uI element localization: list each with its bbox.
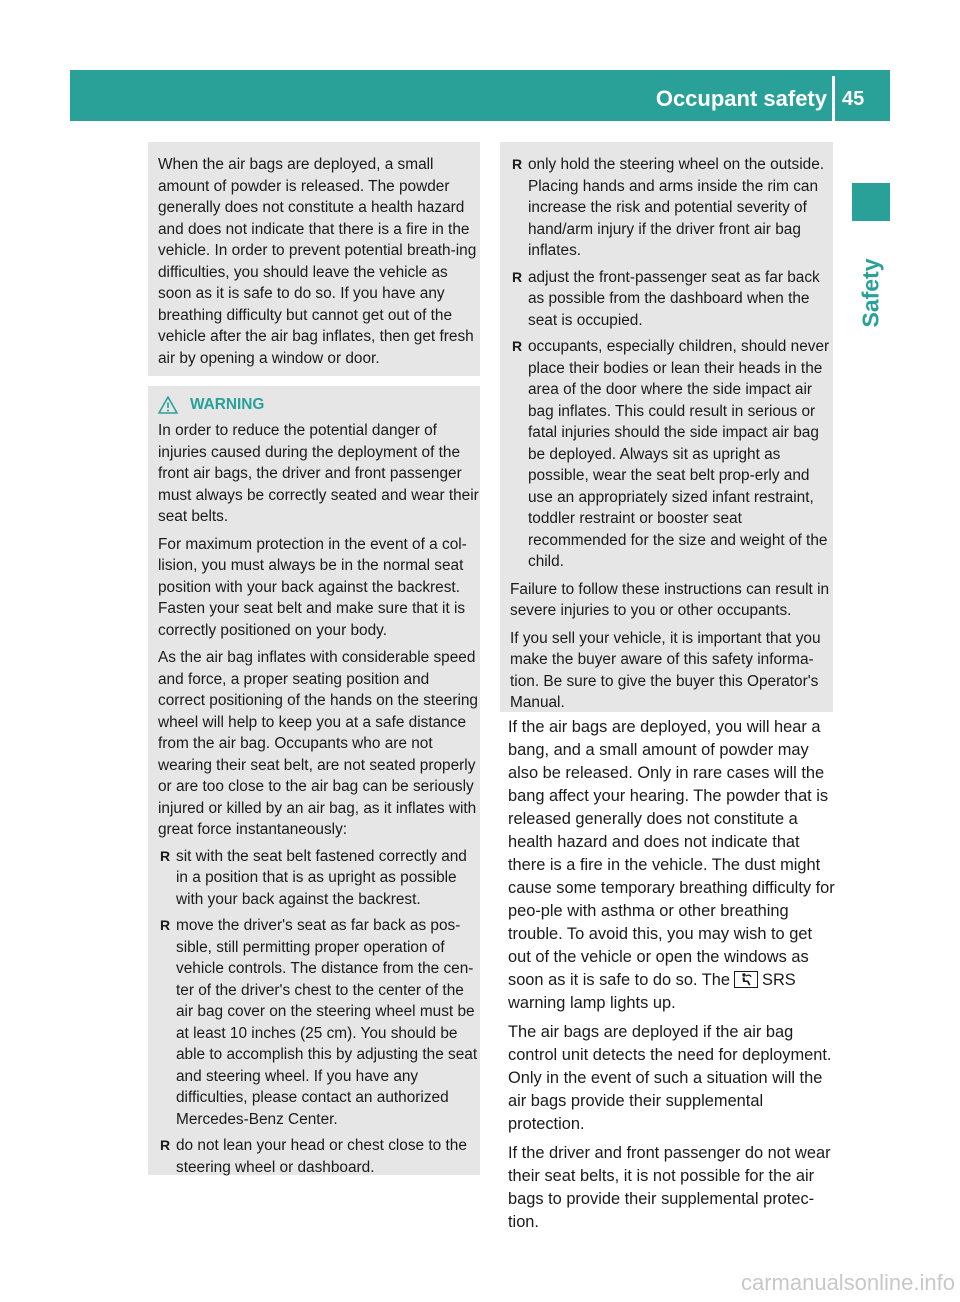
body-paragraph: [508, 716, 836, 1015]
warning-box: [148, 386, 480, 1175]
warning-title: WARNING: [190, 396, 265, 413]
list-item-text: only hold the steering wheel on the outside. Placing hands and arms inside the rim can increase the risk and potential severity of hand/arm injury if the driver front air bag inflates.: [528, 156, 825, 259]
warning-continued-box: [500, 142, 833, 712]
list-item-text: occupants, especially children, should never place their bodies or lean their heads in the area of the door where the side impact air bag inflates. This could result in serious or fatal injuries should the side impact air bag be deployed. Always sit as upright as possible, wear the seat belt prop-erly and use an appropriately sized infant restraint, toddler restraint or booster seat recommended for the size and weight of the child.: [528, 338, 830, 570]
page-section-title: Occupant safety: [655, 86, 827, 111]
list-item: [510, 336, 833, 573]
bullet-marker: R: [512, 268, 523, 285]
list-item-text: do not lean your head or chest close to the steering wheel or dashboard.: [176, 1137, 467, 1176]
body-paragraph: If the driver and front passenger do not wear their seat belts, it is not possible for the air bags to provide their supplemental protec-tion.: [508, 1144, 831, 1231]
warning-triangle-icon: [158, 396, 178, 414]
warning-paragraph: As the air bag inflates with considerable speed and force, a proper seating position and correct positioning of the hands on the steering wheel will help to keep you at a safe distance from the air bag. Occupants who are not wearing their seat belt, are not seated properly or are too close to the air bag can be seriously injured or killed by an air bag, as it inflates with great force instantaneously:: [158, 649, 478, 838]
list-item: [158, 915, 480, 1130]
warning-paragraph: For maximum protection in the event of a col-lision, you must always be in the normal seat position with your back against the backrest. Fasten your seat belt and make sure that it is correctly positioned on your body.: [158, 535, 467, 639]
warning-paragraph: In order to reduce the potential danger of injuries caused during the deployment of the front air bags, the driver and front passenger must always be correctly seated and wear their seat belts.: [158, 422, 479, 525]
body-paragraph: The air bags are deployed if the air bag control unit detects the need for deployment. Only in the event of such a situation will the air bags provide their supplemental protection.: [508, 1023, 832, 1133]
list-item-text: adjust the front-passenger seat as far back as possible from the dashboard when the seat is occupied.: [528, 268, 820, 329]
list-item-text: sit with the seat belt fastened correctly and in a position that is as upright as possible with your back against the backrest.: [176, 847, 467, 908]
continued-bullet-list: [510, 154, 833, 573]
bullet-marker: R: [512, 156, 523, 172]
list-item-text: move the driver's seat as far back as pos-sible, still permitting proper operation of vehicle controls. The distance from the cen-ter of the driver's chest to the center of the air bag cover on the steering wheel must be at least 10 inches (25 cm). You should be able to accomplish this by adjusting the seat and steering wheel. If you have any difficulties, please contact an authorized Mercedes-Benz Center.: [176, 917, 478, 1128]
continued-paragraph: Failure to follow these instructions can result in severe injuries to you or other occupants.: [510, 580, 830, 619]
note-text: When the air bags are deployed, a small amount of powder is released. The powder generally does not constitute a health hazard and does not indicate that there is a fire in the vehicle. In order to prevent potential breath-ing difficulties, you should leave the vehicle as soon as it is safe to do so. If you have any breathing difficulty but cannot get out of the vehicle after the air bag inflates, then get fresh air by opening a window or door.: [158, 156, 477, 367]
bullet-marker: R: [160, 847, 171, 864]
list-item: [158, 1135, 480, 1178]
page-number: 45: [842, 88, 865, 110]
bullet-marker: R: [160, 917, 171, 933]
header-divider: [832, 76, 835, 121]
bullet-marker: R: [160, 1137, 171, 1153]
chapter-side-label-text: Safety: [857, 258, 884, 328]
chapter-tab-marker: [852, 183, 890, 221]
main-text-column: [508, 716, 836, 1234]
srs-seat-occupant-icon: [734, 971, 758, 988]
list-item: [510, 267, 833, 332]
list-item: [510, 154, 833, 262]
body-paragraph-text: If the air bags are deployed, you will hear a bang, and a small amount of powder may also be released. Only in rare cases will the bang affect your hearing. The powder that is released generally does not constitute a health hazard and does not indicate that there is a fire in the vehicle. The dust might cause some temporary breathing difficulty for peo-ple with asthma or other breathing trouble. To avoid this, you may wish to get out of the vehicle or open the windows as soon as it is safe to do so. The: [508, 718, 835, 989]
warning-bullet-list: [158, 846, 480, 1179]
note-box: [148, 142, 480, 376]
continued-paragraph: If you sell your vehicle, it is important that you make the buyer aware of this safety informa-tion. Be sure to give the buyer this Operator's Manual.: [510, 629, 821, 711]
watermark: carmanualsonline.info: [740, 1270, 955, 1295]
chapter-side-label: [846, 238, 896, 348]
list-item: [158, 846, 480, 911]
body-paragraph-text: SRS warning lamp lights up.: [508, 971, 796, 1012]
bullet-marker: R: [512, 338, 523, 354]
warning-header: [158, 390, 480, 420]
